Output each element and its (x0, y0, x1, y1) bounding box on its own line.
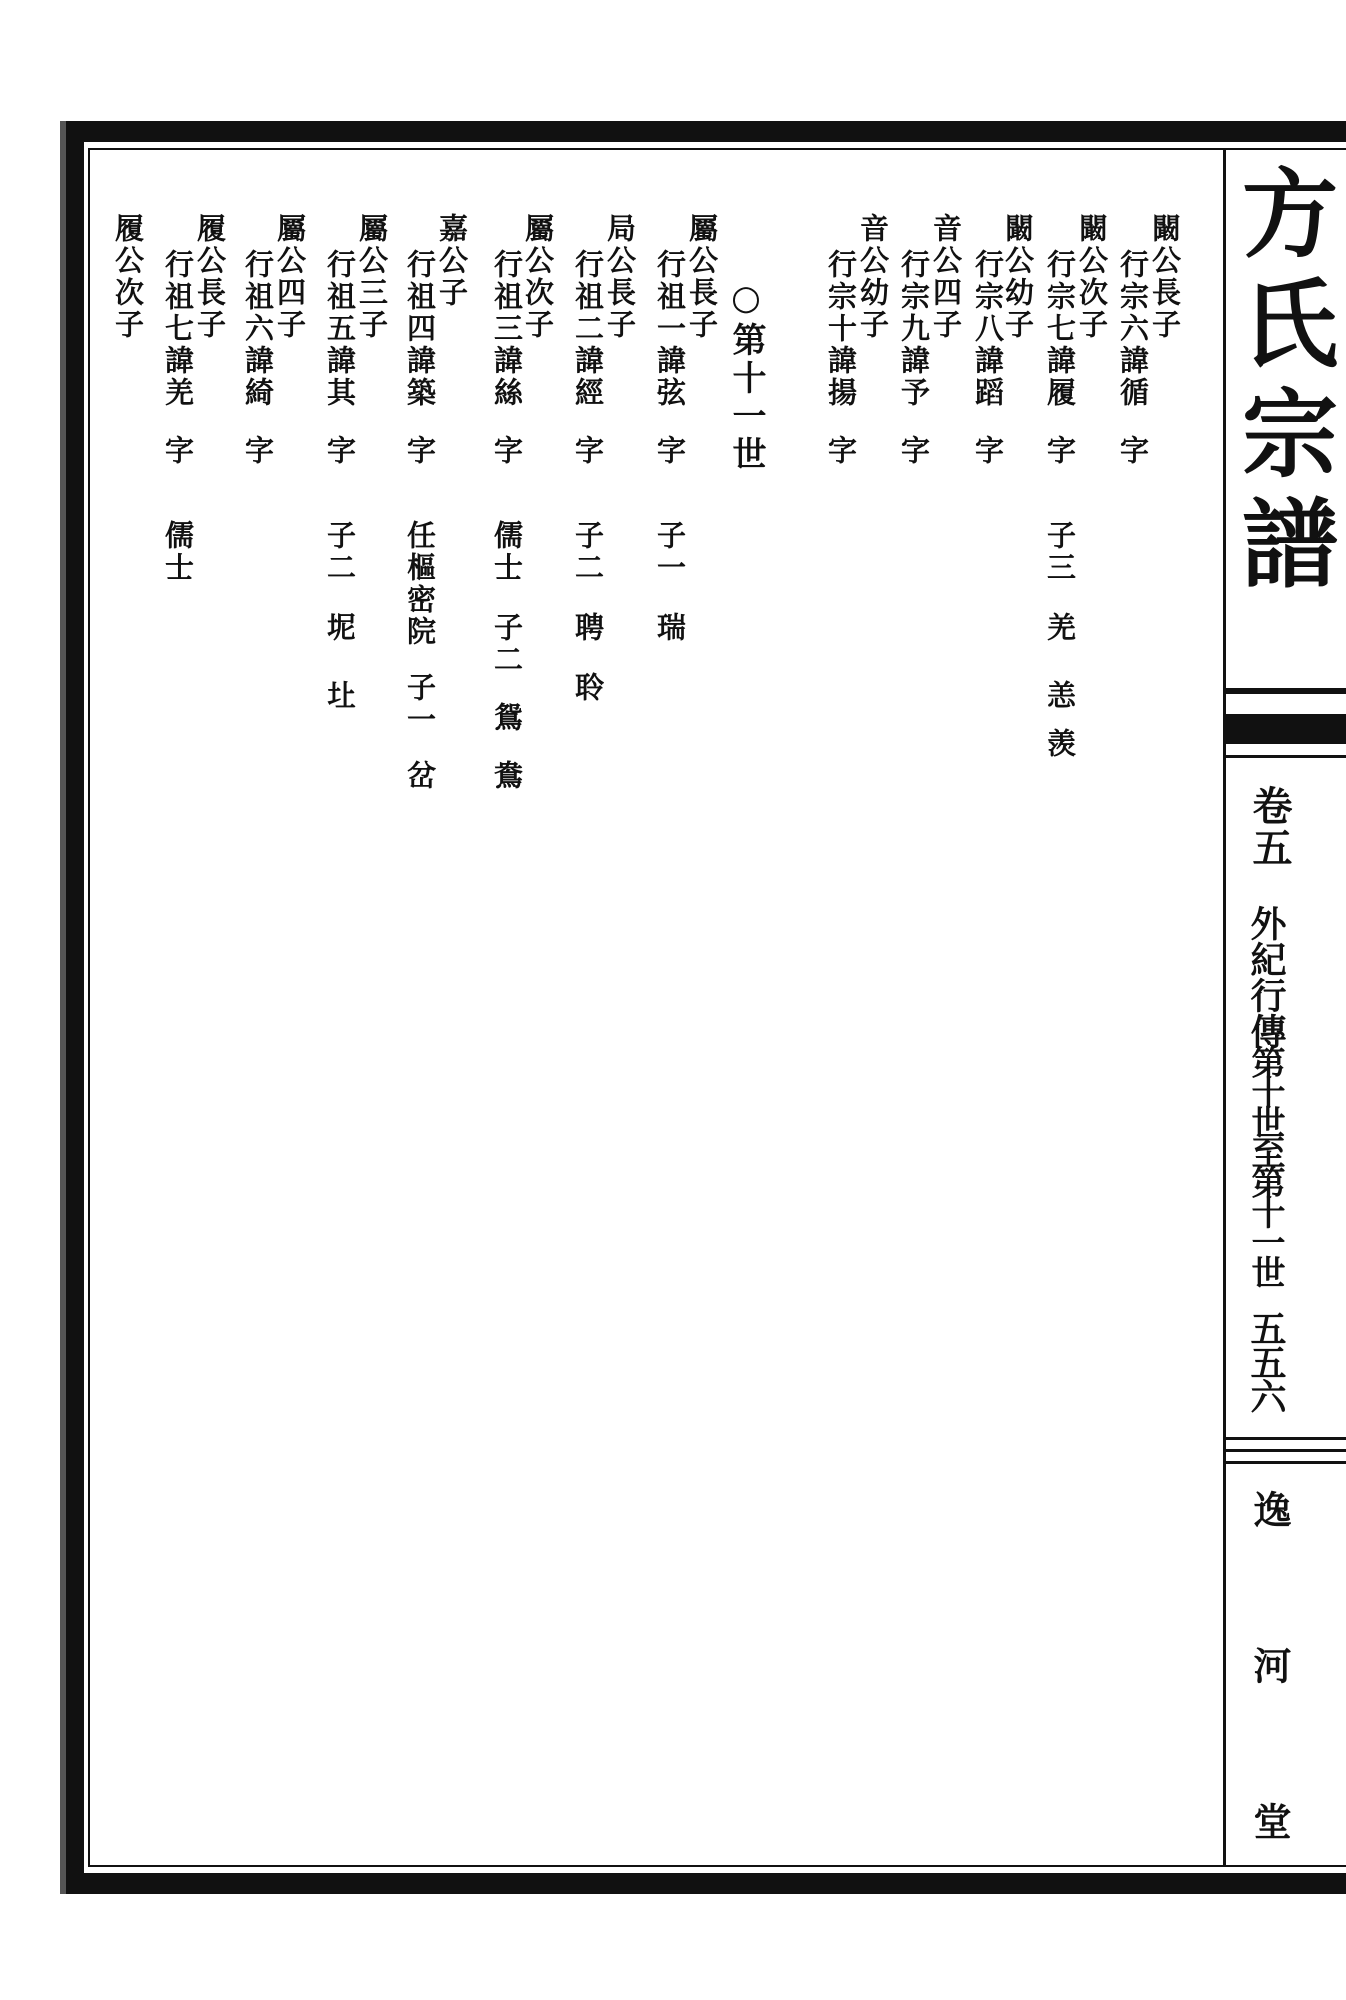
lineage-heading: 屬公三子 (355, 213, 389, 341)
descendant-note: 子一 (653, 520, 687, 584)
member-name: 行祖二諱經 (571, 249, 605, 409)
descendant-note: 聆 (571, 672, 605, 704)
lineage-heading: 闞公長子 (1148, 213, 1182, 341)
descendant-note: 子二 (490, 612, 524, 676)
margin-rule (1226, 688, 1346, 694)
courtesy-name-marker: 字 (161, 435, 195, 467)
descendant-note: 瑞 (653, 612, 687, 644)
courtesy-name-marker: 字 (1043, 435, 1077, 467)
descendant-note: 子二 (571, 520, 605, 584)
margin-rule (1226, 1437, 1346, 1440)
lineage-heading: 闞公次子 (1075, 213, 1109, 341)
margin-rule (1226, 1449, 1346, 1452)
generation-heading: ○第十一世 (726, 278, 766, 474)
descendant-note: 子三 (1043, 520, 1077, 584)
member-name: 行祖一諱弦 (653, 249, 687, 409)
lineage-heading: 履公次子 (111, 213, 145, 341)
descendant-note: 羡 (1043, 728, 1077, 760)
lineage-heading: 音公四子 (929, 213, 963, 341)
descendant-note: 羌 (1043, 612, 1077, 644)
member-name: 行宗七諱履 (1043, 249, 1077, 409)
lineage-heading: 屬公四子 (273, 213, 307, 341)
title-char: 宗 (1242, 378, 1338, 491)
courtesy-name-marker: 字 (571, 435, 605, 467)
descendant-note: 鴛 (490, 702, 524, 734)
lineage-heading: 屬公次子 (521, 213, 555, 341)
lineage-heading: 屬公長子 (685, 213, 719, 341)
courtesy-name-marker: 字 (241, 435, 275, 467)
descendant-note: 坭 (323, 612, 357, 644)
lineage-heading: 履公長子 (193, 213, 227, 341)
member-name: 行祖七諱羌 (161, 249, 195, 409)
descendant-note: 任樞密院 (403, 520, 437, 648)
lineage-heading: 局公長子 (603, 213, 637, 341)
descendant-note: 鴦 (490, 760, 524, 792)
genealogy-title (1240, 160, 1340, 600)
courtesy-name-marker: 字 (403, 435, 437, 467)
descendant-note: 圵 (323, 680, 357, 712)
member-name: 行祖三諱絲 (490, 249, 524, 409)
courtesy-name-marker: 字 (490, 435, 524, 467)
margin-black-band (1226, 714, 1346, 744)
descendant-note: 儒士 (161, 520, 195, 584)
lineage-heading: 闞公幼子 (1001, 213, 1035, 341)
descendant-note: 岔 (403, 760, 437, 792)
lineage-heading: 音公幼子 (856, 213, 890, 341)
page-number: 五五六 (1245, 1310, 1287, 1412)
member-name: 行宗六諱循 (1116, 249, 1150, 409)
member-name: 行祖六諱綺 (241, 249, 275, 409)
descendant-note: 恙 (1043, 680, 1077, 712)
descendant-note: 子一 (403, 672, 437, 736)
courtesy-name-marker: 字 (323, 435, 357, 467)
courtesy-name-marker: 字 (971, 435, 1005, 467)
member-name: 行祖四諱築 (403, 249, 437, 409)
lineage-heading: 嘉公子 (435, 213, 469, 309)
descendant-note: 聘 (571, 612, 605, 644)
courtesy-name-marker: 字 (897, 435, 931, 467)
member-name: 行祖五諱其 (323, 249, 357, 409)
member-name: 行宗十諱揚 (824, 249, 858, 409)
courtesy-name-marker: 字 (1116, 435, 1150, 467)
member-name: 行宗八諱蹈 (971, 249, 1005, 409)
hall-name: 逸河堂 (1247, 1490, 1292, 1958)
section-label: 外紀行傳 (1245, 905, 1287, 1049)
descendant-note: 儒士 (490, 520, 524, 584)
descendant-note: 子二 (323, 520, 357, 584)
margin-rule (1226, 1461, 1346, 1464)
title-char: 氏 (1242, 268, 1338, 381)
courtesy-name-marker: 字 (824, 435, 858, 467)
courtesy-name-marker: 字 (653, 435, 687, 467)
member-name: 行宗九諱予 (897, 249, 931, 409)
volume-label: 卷五 (1246, 785, 1293, 869)
generations-label: 第十世至第十一世 (1245, 1045, 1285, 1285)
title-char: 譜 (1242, 488, 1338, 601)
margin-rule (1226, 755, 1346, 758)
title-char: 方 (1242, 158, 1338, 271)
